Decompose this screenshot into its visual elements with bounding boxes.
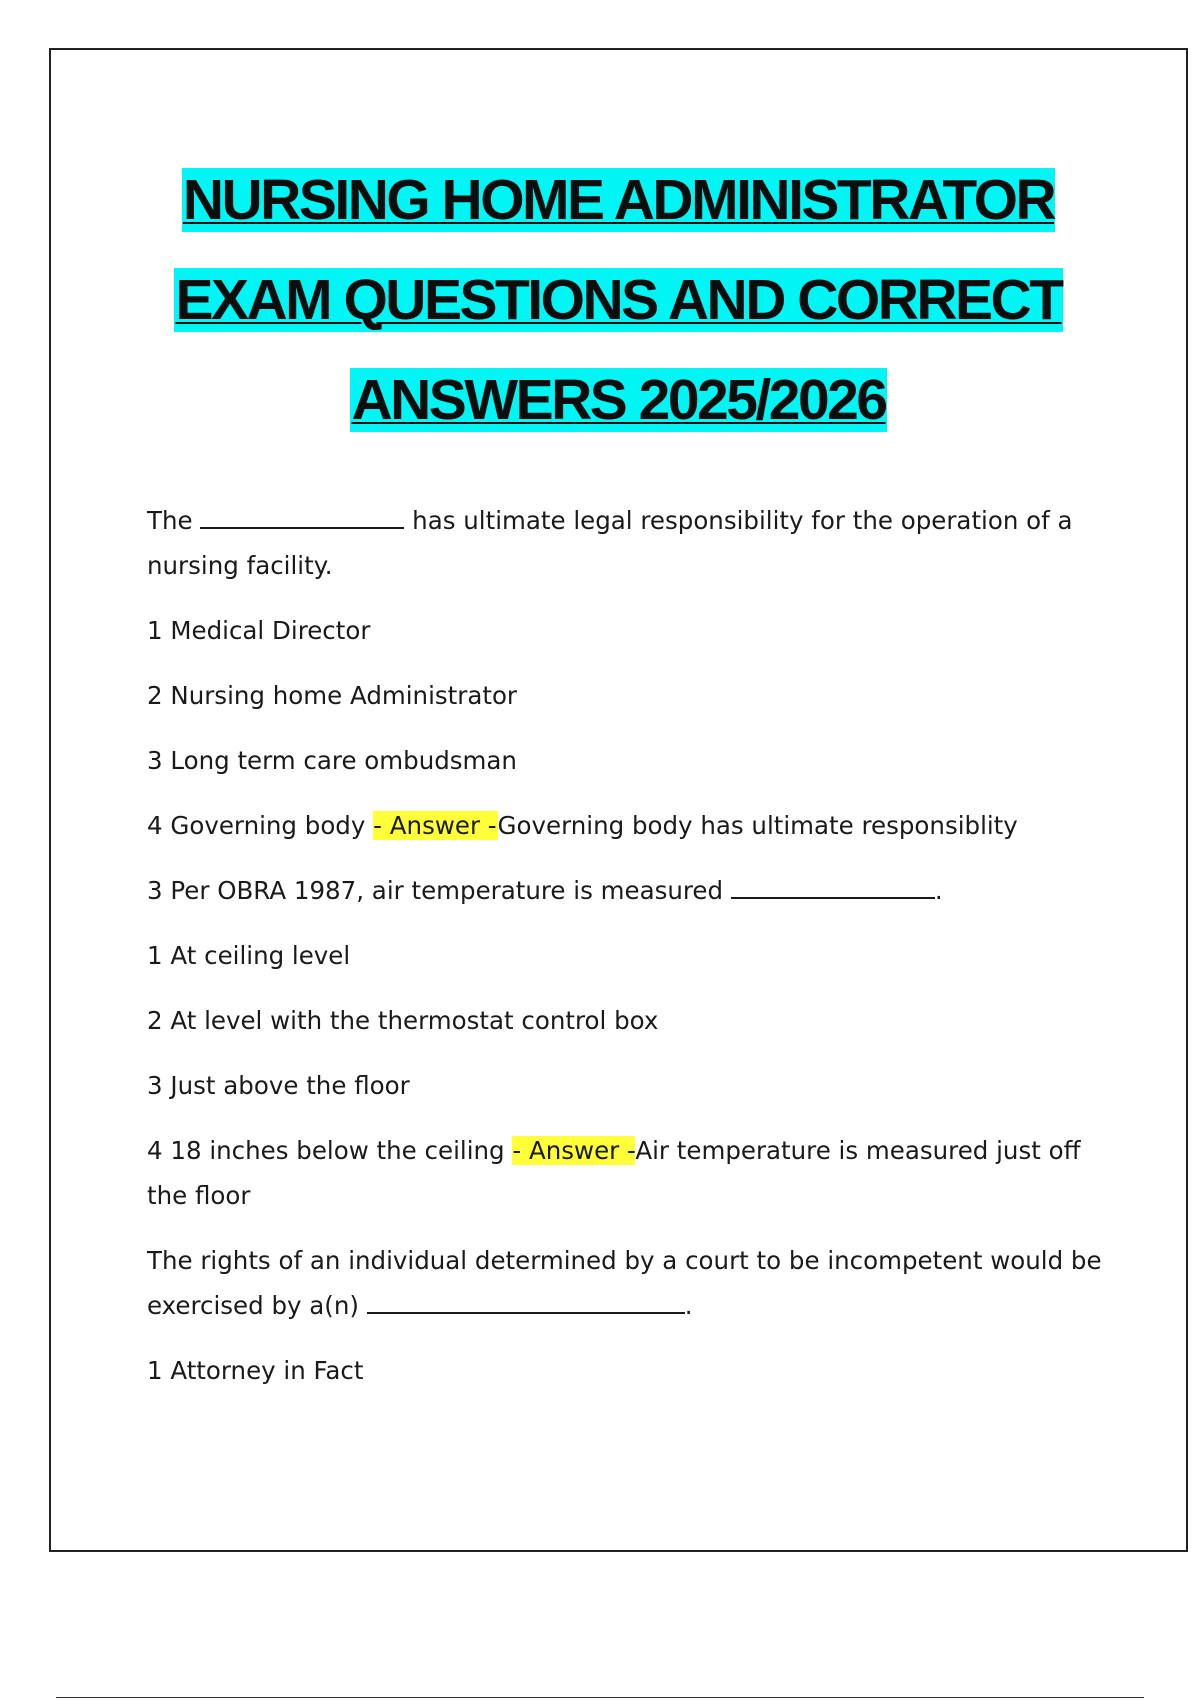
question-2-option-1: 1 At ceiling level — [147, 941, 351, 970]
question-1-answer: Governing body has ultimate responsiblity — [497, 811, 1018, 840]
question-2-option-2: 2 At level with the thermostat control box — [147, 1006, 659, 1035]
title-line — [51, 250, 1186, 350]
question-3-text: The rights of an individual determined by a court to be incompetent would be exercised by a(n) — [147, 1246, 1102, 1320]
question-3-prompt — [147, 1238, 1126, 1328]
question-1-suffix: has ultimate legal responsibility for the operation of a nursing facility. — [147, 506, 1073, 580]
fill-in-blank — [367, 1288, 685, 1314]
document-title — [51, 150, 1186, 450]
question-2-option-3: 3 Just above the floor — [147, 1071, 410, 1100]
question-1-option-1: 1 Medical Director — [147, 616, 371, 645]
fill-in-blank — [200, 503, 404, 529]
question-1-prefix: The — [147, 506, 193, 535]
question-2-answer: Air temperature is measured just off the floor — [147, 1136, 1081, 1210]
title-line-2: EXAM QUESTIONS AND CORRECT — [175, 268, 1062, 332]
fill-in-blank — [731, 873, 935, 899]
question-1-option-2: 2 Nursing home Administrator — [147, 681, 518, 710]
title-line — [51, 350, 1186, 450]
title-line-1: NURSING HOME ADMINISTRATOR — [182, 168, 1055, 232]
question-2-prompt — [147, 868, 1126, 913]
answer-highlight: - Answer - — [373, 811, 498, 840]
question-2-text: 3 Per OBRA 1987, air temperature is measured — [147, 876, 731, 905]
question-2-last-option: 4 18 inches below the ceiling — [147, 1136, 513, 1165]
title-line — [51, 150, 1186, 250]
question-1-last-option: 4 Governing body — [147, 811, 374, 840]
question-1-option-4 — [147, 803, 1126, 848]
title-line-3: ANSWERS 2025/2026 — [351, 368, 886, 432]
question-3-end: . — [684, 1291, 693, 1320]
question-1-option-3: 3 Long term care ombudsman — [147, 746, 517, 775]
footer-divider — [56, 1697, 1144, 1698]
question-list — [147, 498, 1126, 1413]
question-3-option-1: 1 Attorney in Fact — [147, 1356, 364, 1385]
question-2-end: . — [934, 876, 943, 905]
question-1-prompt — [147, 498, 1126, 588]
page-frame — [49, 48, 1188, 1552]
question-2-option-4 — [147, 1128, 1126, 1218]
answer-highlight: - Answer - — [512, 1136, 636, 1165]
